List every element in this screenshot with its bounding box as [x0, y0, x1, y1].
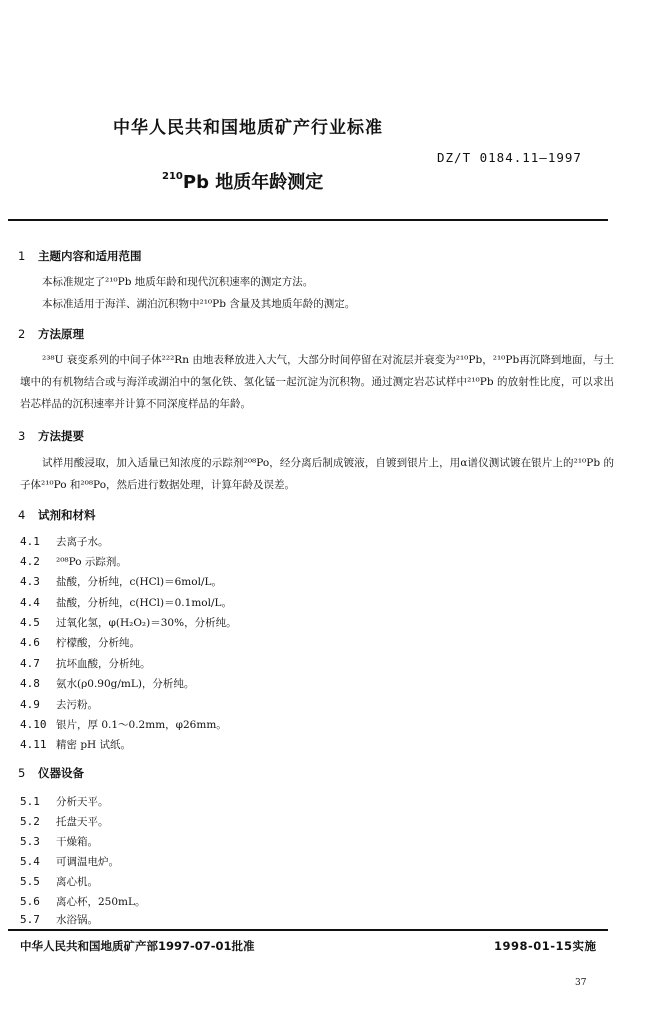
- paragraph: 本标准规定了²¹⁰Pb 地质年龄和现代沉积速率的测定方法。: [42, 276, 314, 288]
- standard-number: DZ/T 0184.11—1997: [437, 150, 582, 165]
- item-text: 干燥箱。: [56, 836, 98, 848]
- document-title: [162, 168, 323, 194]
- item-number: 4.1: [20, 535, 40, 548]
- section-number: 4: [18, 508, 26, 522]
- item-text: 银片，厚 0.1～0.2mm，φ26mm。: [56, 719, 227, 731]
- item-text: 离心杯，250mL。: [56, 896, 146, 908]
- item-number: 5.5: [20, 875, 40, 888]
- list-item: [20, 834, 98, 849]
- list-item: [20, 615, 237, 630]
- item-text: 盐酸，分析纯，c(HCl)＝0.1mol/L。: [56, 597, 232, 609]
- section-title: 试剂和材料: [38, 508, 96, 522]
- section-title: 主题内容和适用范围: [38, 249, 142, 263]
- section-number: 1: [18, 249, 26, 263]
- item-number: 5.3: [20, 835, 40, 848]
- item-number: 5.7: [20, 913, 40, 926]
- item-number: 4.5: [20, 616, 40, 629]
- item-text: 抗坏血酸，分析纯。: [56, 658, 151, 670]
- list-item: [20, 717, 227, 732]
- item-number: 4.6: [20, 636, 40, 649]
- page-number: 37: [575, 978, 587, 988]
- section-1-heading: [18, 248, 142, 264]
- item-text: 离心机。: [56, 876, 98, 888]
- list-item: [20, 656, 151, 671]
- item-number: 4.11: [20, 738, 47, 751]
- item-text: 精密 pH 试纸。: [56, 739, 132, 751]
- paragraph: ²³⁸U 衰变系列的中间子体²²²Rn 由地表释放进入大气，大部分时间停留在对流层并衰变为²¹⁰Pb，²¹⁰Pb再沉降到地面，与土壤中的有机物结合或与海洋或湖泊中的氢化铁、氢化锰一起沉淀为沉积物。通过测定岩芯试样中²¹⁰Pb 的放射性比度，可以求出岩芯样品的沉积速率并计算不同深度样品的年龄。: [20, 354, 614, 410]
- item-number: 4.7: [20, 657, 40, 670]
- item-number: 5.1: [20, 795, 40, 808]
- list-item: [20, 874, 98, 889]
- section-5-heading: [18, 765, 84, 781]
- list-item: [20, 737, 131, 752]
- list-item: [20, 794, 109, 809]
- list-item: [20, 912, 98, 927]
- item-number: 5.6: [20, 895, 40, 908]
- list-item: [20, 574, 222, 589]
- item-text: 分析天平。: [56, 796, 109, 808]
- section-2-heading: [18, 326, 84, 342]
- paragraph: 本标准适用于海洋、湖泊沉积物中²¹⁰Pb 含量及其地质年龄的测定。: [42, 298, 356, 310]
- list-item: [20, 854, 119, 869]
- list-item: [20, 554, 127, 569]
- list-item: [20, 894, 145, 909]
- item-number: 4.9: [20, 698, 40, 711]
- list-item: [20, 814, 109, 829]
- list-item: [20, 697, 98, 712]
- section-number: 5: [18, 766, 26, 780]
- section-title: 仪器设备: [38, 766, 84, 780]
- item-number: 4.10: [20, 718, 47, 731]
- list-item: [20, 676, 194, 691]
- effective-date: 1998-01-15实施: [494, 939, 597, 953]
- section-4-heading: [18, 507, 96, 523]
- section-2-body: [20, 349, 614, 415]
- item-text: 盐酸，分析纯，c(HCl)＝6mol/L。: [56, 576, 222, 588]
- list-item: [20, 534, 109, 549]
- item-number: 5.4: [20, 855, 40, 868]
- list-item: [20, 595, 232, 610]
- section-3-body: [20, 452, 614, 496]
- item-number: 4.8: [20, 677, 40, 690]
- title-superscript: 210: [162, 171, 183, 182]
- item-text: 过氧化氢，φ(H₂O₂)＝30%，分析纯。: [56, 617, 237, 629]
- item-number: 4.3: [20, 575, 40, 588]
- item-number: 4.4: [20, 596, 40, 609]
- paragraph: 试样用酸浸取，加入适量已知浓度的示踪剂²⁰⁸Po，经分离后制成镀液，自镀到银片上，用α谱仪测试镀在银片上的²¹⁰Pb 的子体²¹⁰Po 和²⁰⁸Po，然后进行数据处理，计算年龄及误差。: [20, 457, 614, 491]
- item-text: 托盘天平。: [56, 816, 109, 828]
- item-number: 4.2: [20, 555, 40, 568]
- item-text: 水浴锅。: [56, 914, 98, 926]
- footer-rule: [8, 929, 608, 931]
- list-item: [20, 635, 140, 650]
- item-text: 去污粉。: [56, 699, 98, 711]
- section-title: 方法提要: [38, 429, 84, 443]
- issuing-authority: 中华人民共和国地质矿产行业标准: [113, 118, 383, 138]
- approval-line: 中华人民共和国地质矿产部1997-07-01批准: [20, 939, 255, 953]
- section-number: 3: [18, 429, 26, 443]
- item-text: 氨水(ρ0.90g/mL)，分析纯。: [56, 678, 195, 690]
- item-text: 柠檬酸，分析纯。: [56, 637, 140, 649]
- title-text: Pb 地质年龄测定: [182, 172, 324, 193]
- section-1-body: [20, 271, 614, 315]
- section-title: 方法原理: [38, 327, 84, 341]
- item-text: 去离子水。: [56, 536, 109, 548]
- item-number: 5.2: [20, 815, 40, 828]
- item-text: ²⁰⁸Po 示踪剂。: [56, 556, 127, 568]
- section-number: 2: [18, 327, 26, 341]
- header-rule: [8, 219, 608, 221]
- item-text: 可调温电炉。: [56, 856, 119, 868]
- section-3-heading: [18, 428, 84, 444]
